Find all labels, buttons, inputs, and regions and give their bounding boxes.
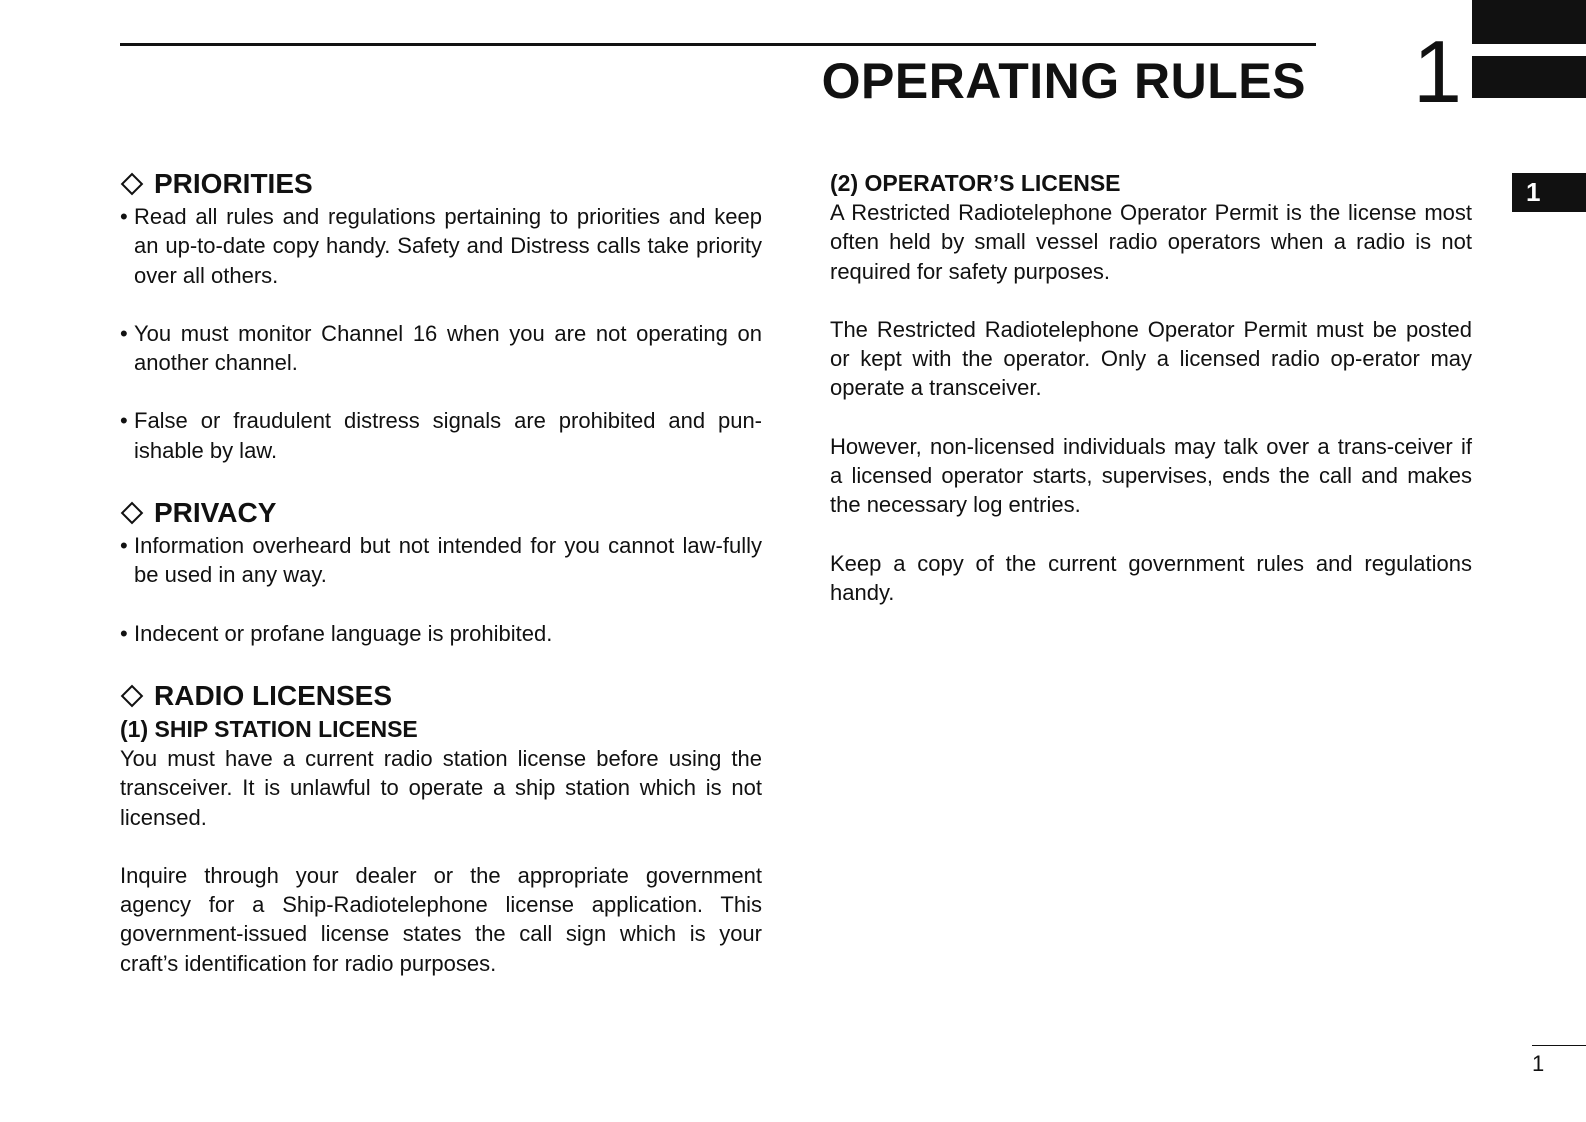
bullet-icon: •	[120, 320, 128, 346]
bullet-icon: •	[120, 408, 128, 434]
bullet-icon: •	[120, 204, 128, 229]
bullet-icon: •	[120, 620, 128, 646]
header-rule	[120, 43, 1316, 46]
page-number: 1	[1532, 1051, 1545, 1076]
diamond-icon	[121, 502, 144, 525]
priorities-heading-text: PRIORITIES	[154, 168, 313, 199]
list-item: • False or fraudulent distress signals are prohibited and pun-ishable by law.	[120, 406, 762, 465]
radio-licenses-heading	[120, 678, 762, 714]
privacy-heading-text: PRIVACY	[154, 497, 277, 529]
left-column	[120, 166, 762, 978]
priorities-heading	[120, 166, 762, 202]
chapter-number: 1	[1413, 22, 1462, 121]
right-column	[830, 168, 1472, 607]
paragraph: You must have a current radio station license before using the transceiver. It is unlawful to operate a ship station which is not licensed.	[120, 745, 762, 830]
side-chapter-tab: 1	[1512, 173, 1586, 212]
paragraph: The Restricted Radiotelephone Operator Permit must be posted or kept with the operator. Only a licensed radio op-erator may operate a transceiver.	[830, 316, 1472, 401]
privacy-heading	[120, 495, 762, 531]
page-title: OPERATING RULES	[821, 53, 1306, 109]
paragraph: However, non-licensed individuals may talk over a trans-ceiver if a licensed operator starts, supervises, ends the call and makes the necessary log entries.	[830, 433, 1472, 518]
operators-license-subheading: (2) OPERATOR’S LICENSE	[830, 170, 1121, 196]
list-item: • Read all rules and regulations pertaining to priorities and keep an up-to-date copy handy. Safety and Distress calls take priority over all others.	[120, 202, 762, 290]
footer-rule	[1532, 1045, 1586, 1046]
list-item: • You must monitor Channel 16 when you are not operating on another channel.	[120, 319, 762, 378]
chapter-tab-lower-block	[1472, 56, 1586, 98]
diamond-icon	[121, 173, 144, 196]
bullet-icon: •	[120, 533, 128, 559]
list-item: • Information overheard but not intended for you cannot law-fully be used in any way.	[120, 531, 762, 590]
radio-licenses-heading-text: RADIO LICENSES	[154, 679, 393, 711]
diamond-icon	[121, 685, 144, 708]
chapter-tab-upper-block	[1472, 0, 1586, 44]
paragraph: A Restricted Radiotelephone Operator Permit is the license most often held by small vessel radio operators when a radio is not required for safety purposes.	[830, 200, 1472, 284]
paragraph: Inquire through your dealer or the appropriate government agency for a Ship-Radiotelephone license application. This government-issued license states the call sign which is your craft’s identification for radio purposes.	[120, 862, 762, 976]
ship-station-license-subheading: (1) SHIP STATION LICENSE	[120, 715, 418, 742]
list-item: • Indecent or profane language is prohibited.	[120, 619, 762, 648]
paragraph: Keep a copy of the current government rules and regulations handy.	[830, 550, 1472, 605]
